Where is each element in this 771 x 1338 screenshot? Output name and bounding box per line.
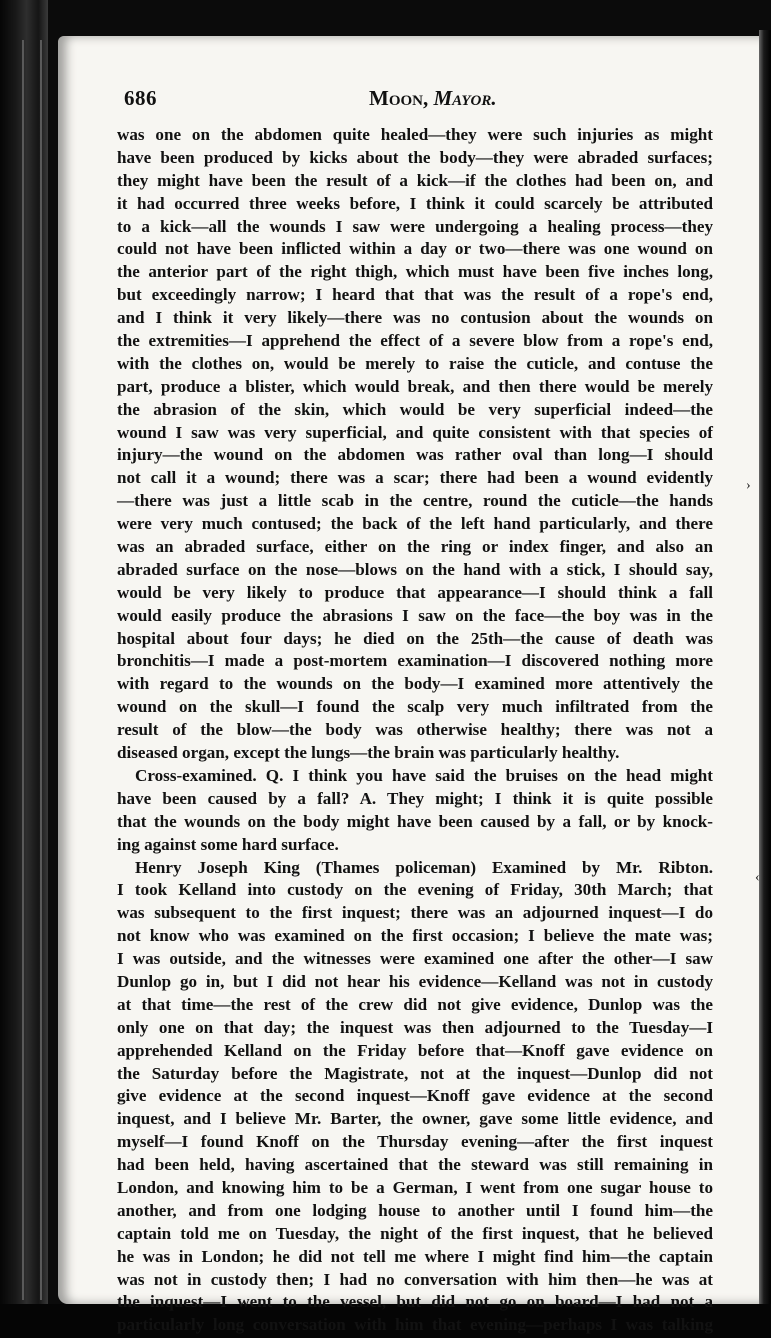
running-title: [369, 86, 497, 111]
text-line: part, produce a blister, which would break, and then there would be merely: [117, 376, 713, 396]
text-line: they might have been the result of a kick—if the clothes had been on, and: [117, 170, 713, 190]
text-line: but exceedingly narrow; I heard that that was the result of a rope's end,: [117, 285, 713, 305]
text-line: it had occurred three weeks before, I think it could scarcely be attributed: [117, 193, 713, 213]
text-line: the abrasion of the skin, which would be very superficial indeed—the: [117, 399, 713, 419]
text-line: injury—the wound on the abdomen was rather oval than long—I should: [117, 445, 713, 465]
running-title-role: Mayor.: [433, 86, 497, 110]
text-line: have been produced by kicks about the body—they were abraded surfaces;: [117, 147, 713, 167]
text-line: the inquest—I went to the vessel, but did not go on board—I had not a: [117, 1292, 713, 1312]
text-line: had been held, having ascertained that the steward was still remaining in: [117, 1155, 713, 1175]
text-line: not call it a wound; there was a scar; there had been a wound evidently: [117, 468, 713, 488]
running-title-name: Moon,: [369, 86, 429, 110]
text-line: result of the blow—the body was otherwise healthy; there was not a: [117, 720, 713, 740]
text-line: diseased organ, except the lungs—the brain was particularly healthy.: [117, 743, 620, 763]
text-line: would easily produce the abrasions I saw on the face—the boy was in the: [117, 605, 713, 625]
text-line: the extremities—I apprehend the effect of a severe blow from a rope's end,: [117, 331, 713, 351]
text-line: wound I saw was very superficial, and quite consistent with that species of: [117, 422, 713, 442]
text-line: inquest, and I believe Mr. Barter, the owner, gave some little evidence, and: [117, 1109, 713, 1129]
margin-mark: ‹: [755, 870, 760, 885]
binding-edge-line: [22, 40, 24, 1300]
text-line: with the clothes on, would be merely to raise the cuticle, and contuse the: [117, 353, 713, 373]
page-body-text: [117, 124, 713, 1337]
text-line: could not have been inflicted within a day or two—there was one wound on: [117, 239, 713, 259]
text-line: the Saturday before the Magistrate, not at the inquest—Dunlop did not: [117, 1063, 713, 1083]
text-line: were very much contused; the back of the left hand particularly, and there: [117, 514, 713, 534]
text-line: was not in custody then; I had no conversation with him then—he was at: [117, 1269, 713, 1289]
text-line: to a kick—all the wounds I saw were undergoing a healing process—they: [117, 216, 713, 236]
margin-mark: ›: [746, 478, 751, 493]
page-edge-shadow: [759, 30, 771, 1315]
text-line: not know who was examined on the first occasion; I believe the mate was;: [117, 926, 713, 946]
text-line: only one on that day; the inquest was then adjourned to the Tuesday—I: [117, 1017, 713, 1037]
text-line: the anterior part of the right thigh, which must have been five inches long,: [117, 262, 713, 282]
text-line: wound on the skull—I found the scalp very much infiltrated from the: [117, 697, 713, 717]
text-line: another, and from one lodging house to another until I found him—the: [117, 1200, 713, 1220]
text-line: with regard to the wounds on the body—I examined more attentively the: [117, 674, 713, 694]
text-line: he was in London; he did not tell me where I might find him—the captain: [117, 1246, 713, 1266]
text-line: at that time—the rest of the crew did not give evidence, Dunlop was the: [117, 994, 713, 1014]
page-number: 686: [124, 86, 157, 110]
text-line: have been caused by a fall? A. They might; I think it is quite possible: [117, 788, 713, 808]
text-line: particularly long conversation with him that evening—perhaps I was talking: [117, 1315, 713, 1335]
text-line: was one on the abdomen quite healed—they were such injuries as might: [117, 125, 713, 144]
text-line: abraded surface on the nose—blows on the hand with a stick, I should say,: [117, 559, 713, 579]
text-line: Henry Joseph King (Thames policeman) Examined by Mr. Ribton.: [135, 857, 713, 877]
text-line: ing against some hard surface.: [117, 834, 339, 854]
text-line: would be very likely to produce that appearance—I should think a fall: [117, 582, 713, 602]
text-line: bronchitis—I made a post-mortem examination—I discovered nothing more: [117, 651, 713, 671]
text-line: London, and knowing him to be a German, I went from one sugar house to: [117, 1177, 713, 1197]
text-line: Dunlop go in, but I did not hear his evidence—Kelland was not in custody: [117, 971, 713, 991]
text-line: and I think it very likely—there was no contusion about the wounds on: [117, 308, 713, 328]
binding-edge-line: [40, 40, 42, 1300]
text-line: myself—I found Knoff on the Thursday evening—after the first inquest: [117, 1132, 713, 1152]
text-line: give evidence at the second inquest—Knoff gave evidence at the second: [117, 1086, 713, 1106]
text-line: that the wounds on the body might have been caused by a fall, or by knock-: [117, 811, 713, 831]
text-line: was subsequent to the first inquest; there was an adjourned inquest—I do: [117, 903, 713, 923]
text-line: I took Kelland into custody on the evening of Friday, 30th March; that: [117, 880, 713, 900]
text-line: apprehended Kelland on the Friday before that—Knoff gave evidence on: [117, 1040, 713, 1060]
page-header: [124, 86, 724, 120]
text-line: Cross-examined. Q. I think you have said the bruises on the head might: [135, 765, 713, 785]
text-line: captain told me on Tuesday, the night of the first inquest, that he believed: [117, 1223, 713, 1243]
text-line: was an abraded surface, either on the ring or index finger, and also an: [117, 537, 713, 557]
text-line: I was outside, and the witnesses were examined one after the other—I saw: [117, 949, 713, 969]
text-line: hospital about four days; he died on the 25th—the cause of death was: [117, 628, 713, 648]
text-line: —there was just a little scab in the centre, round the cuticle—the hands: [117, 491, 713, 511]
